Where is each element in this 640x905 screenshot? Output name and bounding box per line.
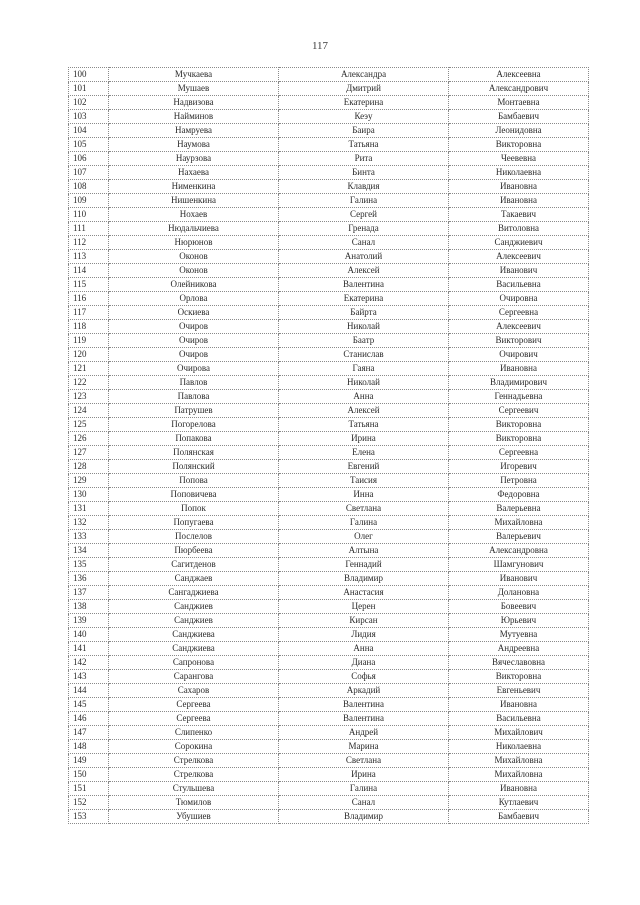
- patronymic-cell: Валерьевна: [449, 502, 589, 516]
- patronymic-cell: Очировна: [449, 292, 589, 306]
- patronymic-cell: Викторовна: [449, 418, 589, 432]
- surname-cell: Погорелова: [109, 418, 279, 432]
- patronymic-cell: Бамбаевич: [449, 810, 589, 824]
- table-row: [69, 82, 589, 96]
- patronymic-cell: Андреевна: [449, 642, 589, 656]
- surname-cell: Найминов: [109, 110, 279, 124]
- surname-cell: Очиров: [109, 334, 279, 348]
- table-row: [69, 712, 589, 726]
- table-row: [69, 334, 589, 348]
- table-row: [69, 96, 589, 110]
- table-row: [69, 460, 589, 474]
- surname-cell: Нюдальчиева: [109, 222, 279, 236]
- table-row: [69, 502, 589, 516]
- given-name-cell: Бинта: [279, 166, 449, 180]
- patronymic-cell: Леонидовна: [449, 124, 589, 138]
- row-number-cell: 117: [69, 306, 109, 320]
- row-number-cell: 121: [69, 362, 109, 376]
- row-number-cell: 122: [69, 376, 109, 390]
- row-number-cell: 146: [69, 712, 109, 726]
- surname-cell: Убушиев: [109, 810, 279, 824]
- row-number-cell: 100: [69, 68, 109, 82]
- row-number-cell: 132: [69, 516, 109, 530]
- surname-cell: Санджиева: [109, 642, 279, 656]
- table-row: [69, 250, 589, 264]
- surname-cell: Сангаджиева: [109, 586, 279, 600]
- row-number-cell: 145: [69, 698, 109, 712]
- row-number-cell: 147: [69, 726, 109, 740]
- row-number-cell: 126: [69, 432, 109, 446]
- surname-cell: Намруева: [109, 124, 279, 138]
- given-name-cell: Евгений: [279, 460, 449, 474]
- given-name-cell: Софья: [279, 670, 449, 684]
- patronymic-cell: Александрович: [449, 82, 589, 96]
- given-name-cell: Санал: [279, 236, 449, 250]
- row-number-cell: 136: [69, 572, 109, 586]
- given-name-cell: Владимир: [279, 572, 449, 586]
- given-name-cell: Станислав: [279, 348, 449, 362]
- patronymic-cell: Васильевна: [449, 278, 589, 292]
- given-name-cell: Николай: [279, 320, 449, 334]
- patronymic-cell: Монтаевна: [449, 96, 589, 110]
- patronymic-cell: Михайлович: [449, 726, 589, 740]
- surname-cell: Попок: [109, 502, 279, 516]
- row-number-cell: 138: [69, 600, 109, 614]
- surname-cell: Санджиев: [109, 600, 279, 614]
- table-row: [69, 264, 589, 278]
- row-number-cell: 112: [69, 236, 109, 250]
- row-number-cell: 123: [69, 390, 109, 404]
- given-name-cell: Галина: [279, 782, 449, 796]
- surname-cell: Мучкаева: [109, 68, 279, 82]
- surname-cell: Очиров: [109, 320, 279, 334]
- table-row: [69, 124, 589, 138]
- table-row: [69, 544, 589, 558]
- row-number-cell: 151: [69, 782, 109, 796]
- surname-cell: Попова: [109, 474, 279, 488]
- table-row: [69, 600, 589, 614]
- table-row: [69, 362, 589, 376]
- given-name-cell: Лидия: [279, 628, 449, 642]
- row-number-cell: 115: [69, 278, 109, 292]
- row-number-cell: 116: [69, 292, 109, 306]
- patronymic-cell: Кутлаевич: [449, 796, 589, 810]
- table-row: [69, 614, 589, 628]
- patronymic-cell: Николаевна: [449, 740, 589, 754]
- table-row: [69, 236, 589, 250]
- row-number-cell: 144: [69, 684, 109, 698]
- table-row: [69, 292, 589, 306]
- table-row: [69, 222, 589, 236]
- given-name-cell: Владимир: [279, 810, 449, 824]
- table-row: [69, 348, 589, 362]
- patronymic-cell: Бамбаевич: [449, 110, 589, 124]
- given-name-cell: Татьяна: [279, 138, 449, 152]
- patronymic-cell: Вячеславовна: [449, 656, 589, 670]
- row-number-cell: 131: [69, 502, 109, 516]
- surname-cell: Полянский: [109, 460, 279, 474]
- row-number-cell: 143: [69, 670, 109, 684]
- patronymic-cell: Иванович: [449, 572, 589, 586]
- row-number-cell: 135: [69, 558, 109, 572]
- surname-cell: Попакова: [109, 432, 279, 446]
- row-number-cell: 140: [69, 628, 109, 642]
- table-row: [69, 278, 589, 292]
- given-name-cell: Гренада: [279, 222, 449, 236]
- patronymic-cell: Долановна: [449, 586, 589, 600]
- given-name-cell: Алтына: [279, 544, 449, 558]
- table-row: [69, 208, 589, 222]
- given-name-cell: Галина: [279, 194, 449, 208]
- patronymic-cell: Витоловна: [449, 222, 589, 236]
- patronymic-cell: Алексеевич: [449, 320, 589, 334]
- row-number-cell: 127: [69, 446, 109, 460]
- row-number-cell: 104: [69, 124, 109, 138]
- surname-cell: Попугаева: [109, 516, 279, 530]
- patronymic-cell: Александровна: [449, 544, 589, 558]
- surname-cell: Сарангова: [109, 670, 279, 684]
- surname-cell: Патрушев: [109, 404, 279, 418]
- patronymic-cell: Ивановна: [449, 362, 589, 376]
- row-number-cell: 125: [69, 418, 109, 432]
- patronymic-cell: Шамгунович: [449, 558, 589, 572]
- given-name-cell: Анна: [279, 642, 449, 656]
- surname-cell: Санджиев: [109, 614, 279, 628]
- surname-cell: Мушаев: [109, 82, 279, 96]
- patronymic-cell: Викторовна: [449, 670, 589, 684]
- surname-cell: Сорокина: [109, 740, 279, 754]
- patronymic-cell: Николаевна: [449, 166, 589, 180]
- table-row: [69, 796, 589, 810]
- row-number-cell: 133: [69, 530, 109, 544]
- surname-cell: Послелов: [109, 530, 279, 544]
- given-name-cell: Байрта: [279, 306, 449, 320]
- row-number-cell: 107: [69, 166, 109, 180]
- given-name-cell: Светлана: [279, 502, 449, 516]
- patronymic-cell: Ивановна: [449, 180, 589, 194]
- surname-cell: Слипенко: [109, 726, 279, 740]
- surname-cell: Оконов: [109, 264, 279, 278]
- table-row: [69, 320, 589, 334]
- patronymic-cell: Сергеевна: [449, 306, 589, 320]
- given-name-cell: Ирина: [279, 768, 449, 782]
- given-name-cell: Валентина: [279, 712, 449, 726]
- row-number-cell: 108: [69, 180, 109, 194]
- surname-cell: Оконов: [109, 250, 279, 264]
- patronymic-cell: Владимирович: [449, 376, 589, 390]
- table-row: [69, 810, 589, 824]
- given-name-cell: Дмитрий: [279, 82, 449, 96]
- row-number-cell: 152: [69, 796, 109, 810]
- given-name-cell: Алексей: [279, 264, 449, 278]
- page-number: 117: [311, 40, 329, 52]
- patronymic-cell: Михайловна: [449, 754, 589, 768]
- row-number-cell: 142: [69, 656, 109, 670]
- table-row: [69, 586, 589, 600]
- given-name-cell: Аркадий: [279, 684, 449, 698]
- patronymic-cell: Васильевна: [449, 712, 589, 726]
- row-number-cell: 114: [69, 264, 109, 278]
- roster-table-body: [69, 68, 589, 824]
- given-name-cell: Олег: [279, 530, 449, 544]
- patronymic-cell: Геннадьевна: [449, 390, 589, 404]
- table-row: [69, 530, 589, 544]
- row-number-cell: 139: [69, 614, 109, 628]
- given-name-cell: Геннадий: [279, 558, 449, 572]
- table-row: [69, 642, 589, 656]
- surname-cell: Нахаева: [109, 166, 279, 180]
- table-row: [69, 418, 589, 432]
- row-number-cell: 110: [69, 208, 109, 222]
- table-row: [69, 684, 589, 698]
- row-number-cell: 148: [69, 740, 109, 754]
- patronymic-cell: Санджиевич: [449, 236, 589, 250]
- given-name-cell: Екатерина: [279, 96, 449, 110]
- row-number-cell: 103: [69, 110, 109, 124]
- given-name-cell: Кеэу: [279, 110, 449, 124]
- given-name-cell: Сергей: [279, 208, 449, 222]
- table-row: [69, 68, 589, 82]
- patronymic-cell: Ивановна: [449, 698, 589, 712]
- surname-cell: Очирова: [109, 362, 279, 376]
- table-row: [69, 138, 589, 152]
- patronymic-cell: Бовеевич: [449, 600, 589, 614]
- given-name-cell: Марина: [279, 740, 449, 754]
- given-name-cell: Андрей: [279, 726, 449, 740]
- given-name-cell: Алексей: [279, 404, 449, 418]
- surname-cell: Павлова: [109, 390, 279, 404]
- surname-cell: Поповичева: [109, 488, 279, 502]
- patronymic-cell: Чеевевна: [449, 152, 589, 166]
- patronymic-cell: Сергеевна: [449, 446, 589, 460]
- table-row: [69, 432, 589, 446]
- surname-cell: Сапронова: [109, 656, 279, 670]
- row-number-cell: 106: [69, 152, 109, 166]
- table-row: [69, 166, 589, 180]
- given-name-cell: Анатолий: [279, 250, 449, 264]
- row-number-cell: 102: [69, 96, 109, 110]
- row-number-cell: 113: [69, 250, 109, 264]
- table-row: [69, 656, 589, 670]
- surname-cell: Стульшева: [109, 782, 279, 796]
- surname-cell: Сагитденов: [109, 558, 279, 572]
- row-number-cell: 134: [69, 544, 109, 558]
- surname-cell: Нюрюнов: [109, 236, 279, 250]
- table-row: [69, 740, 589, 754]
- surname-cell: Очиров: [109, 348, 279, 362]
- surname-cell: Наурзова: [109, 152, 279, 166]
- patronymic-cell: Викторовна: [449, 138, 589, 152]
- surname-cell: Сергеева: [109, 712, 279, 726]
- given-name-cell: Церен: [279, 600, 449, 614]
- given-name-cell: Александра: [279, 68, 449, 82]
- surname-cell: Санджиева: [109, 628, 279, 642]
- row-number-cell: 128: [69, 460, 109, 474]
- row-number-cell: 137: [69, 586, 109, 600]
- row-number-cell: 118: [69, 320, 109, 334]
- table-row: [69, 670, 589, 684]
- given-name-cell: Николай: [279, 376, 449, 390]
- patronymic-cell: Сергеевич: [449, 404, 589, 418]
- surname-cell: Полянская: [109, 446, 279, 460]
- table-row: [69, 110, 589, 124]
- given-name-cell: Баира: [279, 124, 449, 138]
- patronymic-cell: Алексеевна: [449, 68, 589, 82]
- surname-cell: Оскиева: [109, 306, 279, 320]
- table-row: [69, 558, 589, 572]
- given-name-cell: Екатерина: [279, 292, 449, 306]
- table-row: [69, 698, 589, 712]
- table-row: [69, 404, 589, 418]
- table-row: [69, 446, 589, 460]
- patronymic-cell: Иванович: [449, 264, 589, 278]
- given-name-cell: Гаяна: [279, 362, 449, 376]
- given-name-cell: Валентина: [279, 698, 449, 712]
- surname-cell: Санджаев: [109, 572, 279, 586]
- surname-cell: Павлов: [109, 376, 279, 390]
- given-name-cell: Анна: [279, 390, 449, 404]
- patronymic-cell: Такаевич: [449, 208, 589, 222]
- table-row: [69, 180, 589, 194]
- table-row: [69, 516, 589, 530]
- row-number-cell: 119: [69, 334, 109, 348]
- patronymic-cell: Викторович: [449, 334, 589, 348]
- given-name-cell: Инна: [279, 488, 449, 502]
- row-number-cell: 141: [69, 642, 109, 656]
- surname-cell: Стрелкова: [109, 754, 279, 768]
- row-number-cell: 149: [69, 754, 109, 768]
- table-row: [69, 488, 589, 502]
- row-number-cell: 153: [69, 810, 109, 824]
- given-name-cell: Диана: [279, 656, 449, 670]
- given-name-cell: Ирина: [279, 432, 449, 446]
- row-number-cell: 111: [69, 222, 109, 236]
- row-number-cell: 109: [69, 194, 109, 208]
- given-name-cell: Галина: [279, 516, 449, 530]
- patronymic-cell: Очирович: [449, 348, 589, 362]
- table-row: [69, 194, 589, 208]
- patronymic-cell: Валерьевич: [449, 530, 589, 544]
- roster-table: [68, 67, 589, 824]
- surname-cell: Олейникова: [109, 278, 279, 292]
- surname-cell: Нохаев: [109, 208, 279, 222]
- given-name-cell: Клавдия: [279, 180, 449, 194]
- given-name-cell: Кирсан: [279, 614, 449, 628]
- surname-cell: Тюмилов: [109, 796, 279, 810]
- table-row: [69, 376, 589, 390]
- table-row: [69, 768, 589, 782]
- table-row: [69, 306, 589, 320]
- given-name-cell: Валентина: [279, 278, 449, 292]
- surname-cell: Сергеева: [109, 698, 279, 712]
- patronymic-cell: Юрьевич: [449, 614, 589, 628]
- patronymic-cell: Викторовна: [449, 432, 589, 446]
- surname-cell: Надвизова: [109, 96, 279, 110]
- surname-cell: Сахаров: [109, 684, 279, 698]
- row-number-cell: 101: [69, 82, 109, 96]
- patronymic-cell: Мутуевна: [449, 628, 589, 642]
- table-row: [69, 572, 589, 586]
- surname-cell: Нишенкина: [109, 194, 279, 208]
- surname-cell: Стрелкова: [109, 768, 279, 782]
- table-row: [69, 152, 589, 166]
- patronymic-cell: Михайловна: [449, 768, 589, 782]
- patronymic-cell: Петровна: [449, 474, 589, 488]
- surname-cell: Орлова: [109, 292, 279, 306]
- table-row: [69, 474, 589, 488]
- table-row: [69, 390, 589, 404]
- given-name-cell: Елена: [279, 446, 449, 460]
- surname-cell: Нименкина: [109, 180, 279, 194]
- patronymic-cell: Ивановна: [449, 782, 589, 796]
- given-name-cell: Рита: [279, 152, 449, 166]
- row-number-cell: 105: [69, 138, 109, 152]
- row-number-cell: 124: [69, 404, 109, 418]
- given-name-cell: Светлана: [279, 754, 449, 768]
- row-number-cell: 129: [69, 474, 109, 488]
- patronymic-cell: Ивановна: [449, 194, 589, 208]
- given-name-cell: Баатр: [279, 334, 449, 348]
- table-row: [69, 782, 589, 796]
- table-row: [69, 726, 589, 740]
- given-name-cell: Анастасия: [279, 586, 449, 600]
- row-number-cell: 150: [69, 768, 109, 782]
- given-name-cell: Татьяна: [279, 418, 449, 432]
- surname-cell: Пюрбеева: [109, 544, 279, 558]
- table-row: [69, 754, 589, 768]
- patronymic-cell: Федоровна: [449, 488, 589, 502]
- row-number-cell: 120: [69, 348, 109, 362]
- row-number-cell: 130: [69, 488, 109, 502]
- patronymic-cell: Михайловна: [449, 516, 589, 530]
- patronymic-cell: Евгеньевич: [449, 684, 589, 698]
- patronymic-cell: Алексеевич: [449, 250, 589, 264]
- given-name-cell: Санал: [279, 796, 449, 810]
- surname-cell: Наумова: [109, 138, 279, 152]
- table-row: [69, 628, 589, 642]
- patronymic-cell: Игоревич: [449, 460, 589, 474]
- given-name-cell: Таисия: [279, 474, 449, 488]
